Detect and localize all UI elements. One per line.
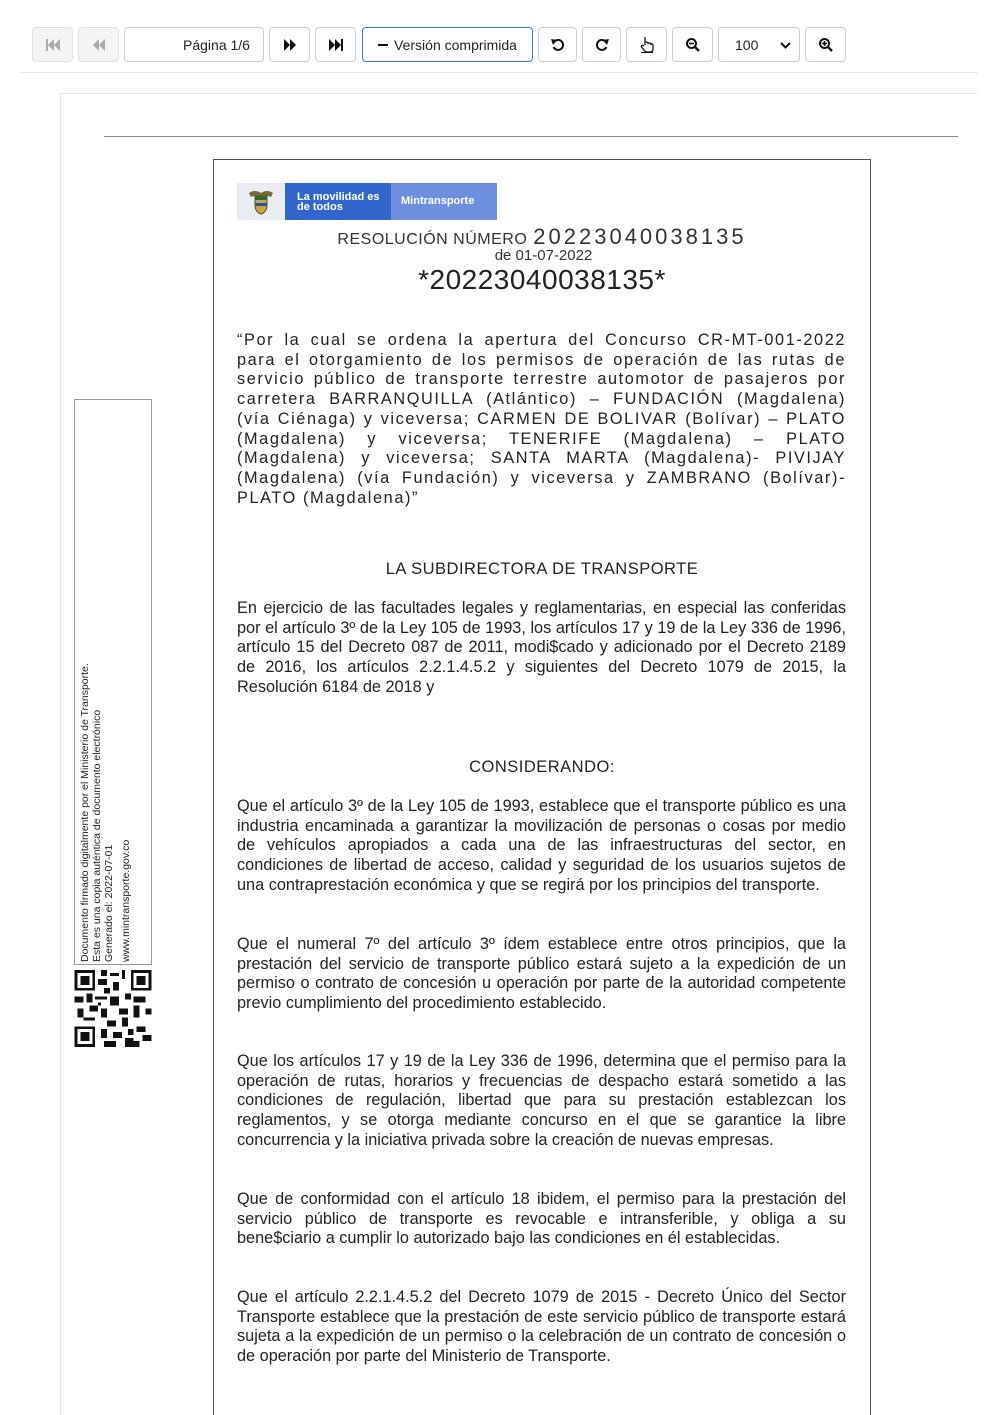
rotate-right-icon bbox=[595, 38, 609, 52]
first-page-button[interactable] bbox=[32, 27, 73, 62]
minus-icon bbox=[378, 44, 388, 46]
stamp-url: www.mintransporte.gov.co bbox=[120, 839, 132, 962]
hand-pointer-icon bbox=[640, 36, 654, 53]
page-number-input[interactable] bbox=[124, 27, 170, 62]
rewind-icon bbox=[92, 39, 106, 51]
digital-signature-stamp bbox=[74, 399, 152, 965]
rotate-left-button[interactable] bbox=[538, 27, 577, 62]
colombia-crest-icon bbox=[237, 183, 285, 220]
zoom-select[interactable] bbox=[718, 27, 800, 62]
compressed-version-label: Versión comprimida bbox=[394, 36, 517, 53]
barcode-number: *20223040038135* bbox=[418, 264, 666, 295]
logo-slogan: La movilidad es de todos bbox=[285, 183, 391, 220]
header-rule bbox=[104, 136, 958, 137]
logo-ministry-name: Mintransporte bbox=[391, 183, 497, 220]
hand-tool-button[interactable] bbox=[626, 27, 667, 62]
forward-icon bbox=[283, 39, 297, 51]
qr-code bbox=[74, 970, 152, 1047]
resolution-number: 20223040038135 bbox=[533, 224, 747, 249]
stamp-line-2: Esta es una copia auténtica de documento electrónico bbox=[91, 709, 103, 962]
zoom-out-button[interactable] bbox=[672, 27, 713, 62]
considerando-paragraph-3: Que los artículos 17 y 19 de la Ley 336 de 1996, determina que el permiso para la operación de rutas, horarios y frecuencias de despacho estará sometido a las condiciones de regulación, libertad que para su prestación establezcan los reglamentos, y se otorga mediante concurso en el que se garantice la libre concurrencia y la iniciativa privada sobre la creación de nuevas empresas. bbox=[237, 1052, 846, 1149]
zoom-in-button[interactable] bbox=[805, 27, 846, 62]
compressed-version-button[interactable] bbox=[362, 27, 533, 62]
rotate-left-icon bbox=[551, 38, 565, 52]
stamp-line-1: Documento firmado digitalmente por el Ministerio de Transporte. bbox=[79, 663, 91, 962]
previous-page-button[interactable] bbox=[78, 27, 119, 62]
considerando-paragraph-5: Que el artículo 2.2.1.4.5.2 del Decreto 1079 de 2015 - Decreto Único del Sector Transporte establece que la prestación de este servicio público de transporte estará sujeta a la expedición de un permiso o la celebración de un contrato de concesión o de operación por parte del Ministerio de Transporte. bbox=[237, 1288, 846, 1366]
skip-first-icon bbox=[46, 39, 60, 51]
resolution-title: “Por la cual se ordena la apertura del Concurso CR-MT-001-2022 para el otorgamiento de los permisos de operación de las rutas de servicio público de transporte terrestre automotor de pasajeros por carretera BARRANQUILLA (Atlántico) – FUNDACIÓN (Magdalena) (vía Ciénaga) y viceversa; CARMEN DE BOLIVAR (Bolívar) – PLATO (Magdalena) y viceversa; TENERIFE (Magdalena) – PLATO (Magdalena) y viceversa; SANTA MARTA (Magdalena)- PIVIJAY (Magdalena) (vía Fundación) y viceversa y ZAMBRANO (Bolívar)- PLATO (Magdalena)” bbox=[237, 331, 846, 507]
next-page-button[interactable] bbox=[269, 27, 310, 62]
pdf-toolbar bbox=[0, 0, 1000, 72]
zoom-value: 100 bbox=[735, 36, 759, 53]
page-indicator: Página 1/6 bbox=[170, 27, 264, 62]
considerando-paragraph-2: Que el numeral 7º del artículo 3º ídem establece entre otros principios, que la prestación del servicio de transporte público estará sujeto a la expedición de un permiso o contrato de concesión u operación por parte de la autoridad competente previo cumplimiento del procedimiento establecido. bbox=[237, 935, 846, 1013]
authority-heading: LA SUBDIRECTORA DE TRANSPORTE bbox=[385, 560, 699, 578]
considerando-paragraph-1: Que el artículo 3º de la Ley 105 de 1993, establece que el transporte público es una industria encaminada a garantizar la movilización de personas o cosas por medio de vehículos apropiados a cada una de las infraestructuras del sector, en condiciones de libertad de acceso, calidad y seguridad de los usuarios sujetos de una contraprestación económica y que se regirá por los principios del transporte. bbox=[237, 797, 846, 894]
resolution-label: RESOLUCIÓN NÚMERO bbox=[337, 231, 528, 248]
stamp-text bbox=[75, 400, 153, 966]
chevron-down-icon bbox=[780, 39, 791, 51]
stamp-line-3: Generado el: 2022-07-01 bbox=[103, 844, 115, 962]
zoom-out-icon bbox=[686, 38, 700, 52]
considerando-paragraph-4: Que de conformidad con el artículo 18 ibidem, el permiso para la prestación del servicio público de transporte es revocable e intransferible, y obliga a su bene$ciario a cumplir lo autorizado bajo las condiciones en él establecidas. bbox=[237, 1190, 846, 1248]
rotate-right-button[interactable] bbox=[582, 27, 621, 62]
document-page bbox=[213, 159, 871, 1415]
mintransporte-logo bbox=[237, 183, 497, 220]
skip-last-icon bbox=[329, 39, 343, 51]
zoom-in-icon bbox=[819, 38, 833, 52]
considerando-heading: CONSIDERANDO: bbox=[469, 758, 615, 776]
preamble-paragraph: En ejercicio de las facultades legales y reglamentarias, en especial las conferidas por el artículo 3º de la Ley 105 de 1993, los artículos 17 y 19 de la Ley 336 de 1996, artículo 15 del Decreto 087 de 2011, modi$cado y adicionado por el Decreto 2189 de 2016, los artículos 2.2.1.4.5.2 y siguientes del Decreto 1079 de 2015, la Resolución 6184 de 2018 y bbox=[237, 599, 846, 696]
toolbar-divider bbox=[20, 72, 978, 73]
last-page-button[interactable] bbox=[315, 27, 356, 62]
resolution-date: de 01-07-2022 bbox=[494, 247, 593, 264]
